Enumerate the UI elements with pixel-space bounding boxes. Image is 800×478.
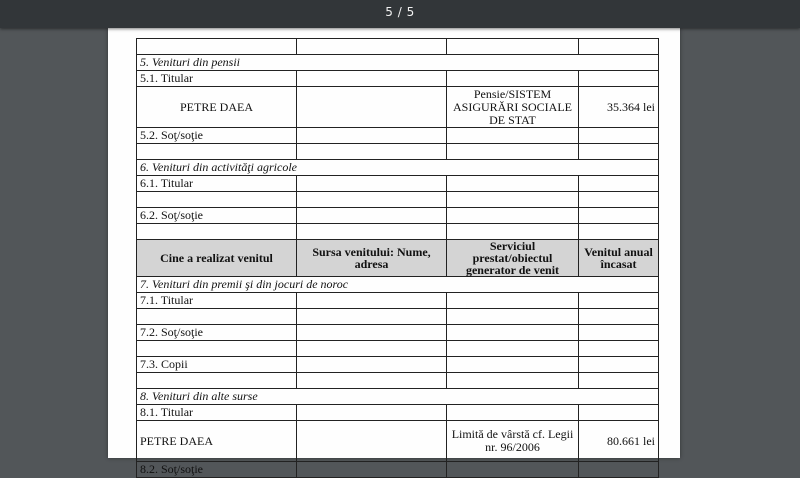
cell (297, 373, 447, 389)
cell (447, 309, 579, 325)
cell (297, 144, 447, 160)
table-row (137, 176, 659, 192)
cell (579, 144, 659, 160)
cell (447, 192, 579, 208)
cell (579, 373, 659, 389)
cell (447, 144, 579, 160)
income-source: Limită de vârstă cf. Legii nr. 96/2006 (447, 421, 579, 462)
cell (297, 341, 447, 357)
column-header: Venitul anual încasat (579, 240, 659, 277)
table-row (137, 325, 659, 341)
cell (447, 128, 579, 144)
cell (137, 309, 297, 325)
table-row (137, 144, 659, 160)
viewer-toolbar (0, 0, 800, 28)
table-row (137, 357, 659, 373)
page-counter: 5 / 5 (385, 5, 415, 19)
cell (447, 405, 579, 421)
table-row (137, 405, 659, 421)
cell (447, 39, 579, 55)
row-label: 5.1. Titular (137, 71, 297, 87)
cell (297, 421, 447, 462)
cell (137, 39, 297, 55)
cell (297, 208, 447, 224)
cell (579, 462, 659, 478)
section-title: 8. Venituri din alte surse (137, 389, 659, 405)
row-label: 6.2. Soţ/soţie (137, 208, 297, 224)
cell (579, 357, 659, 373)
cell (297, 87, 447, 128)
cell (579, 176, 659, 192)
income-holder: PETRE DAEA (137, 421, 297, 462)
row-label: 8.2. Soţ/soţie (137, 462, 297, 478)
income-amount: 35.364 lei (579, 87, 659, 128)
cell (579, 224, 659, 240)
cell (137, 341, 297, 357)
cell (137, 224, 297, 240)
cell (447, 71, 579, 87)
section-row (137, 277, 659, 293)
cell (297, 71, 447, 87)
cell (579, 128, 659, 144)
cell (137, 373, 297, 389)
cell (579, 192, 659, 208)
income-amount: 80.661 lei (579, 421, 659, 462)
table-row (137, 462, 659, 478)
cell (297, 128, 447, 144)
cell (579, 39, 659, 55)
cell (297, 293, 447, 309)
cell (297, 192, 447, 208)
table-row (137, 87, 659, 128)
row-label: 6.1. Titular (137, 176, 297, 192)
table-row (137, 39, 659, 55)
row-label: 7.1. Titular (137, 293, 297, 309)
cell (579, 208, 659, 224)
table-row (137, 71, 659, 87)
column-header: Sursa venitului: Nume, adresa (297, 240, 447, 277)
cell (297, 357, 447, 373)
row-label: 8.1. Titular (137, 405, 297, 421)
document-page (108, 28, 680, 476)
cell (297, 462, 447, 478)
table-row (137, 128, 659, 144)
cell (579, 405, 659, 421)
section-row (137, 160, 659, 176)
cell (447, 462, 579, 478)
cell (447, 341, 579, 357)
cell (297, 224, 447, 240)
income-holder: PETRE DAEA (137, 87, 297, 128)
table-row (137, 293, 659, 309)
cell (137, 144, 297, 160)
row-label: 7.3. Copii (137, 357, 297, 373)
cell (447, 325, 579, 341)
table-row (137, 208, 659, 224)
section-row (137, 55, 659, 71)
table-row (137, 373, 659, 389)
cell (447, 293, 579, 309)
row-label: 5.2. Soţ/soţie (137, 128, 297, 144)
cell (579, 309, 659, 325)
section-title: 7. Venituri din premii şi din jocuri de noroc (137, 277, 659, 293)
cell (447, 176, 579, 192)
cell (447, 373, 579, 389)
cell (297, 309, 447, 325)
column-header-row (137, 240, 659, 277)
cell (297, 405, 447, 421)
table-row (137, 192, 659, 208)
row-label: 7.2. Soţ/soţie (137, 325, 297, 341)
cell (447, 208, 579, 224)
cell (447, 224, 579, 240)
cell (579, 325, 659, 341)
cell (297, 176, 447, 192)
section-row (137, 389, 659, 405)
cell (579, 341, 659, 357)
cell (137, 192, 297, 208)
income-source: Pensie/SISTEM ASIGURĂRI SOCIALE DE STAT (447, 87, 579, 128)
section-title: 5. Venituri din pensii (137, 55, 659, 71)
table-row (137, 421, 659, 462)
cell (579, 71, 659, 87)
table-row (137, 224, 659, 240)
cell (297, 39, 447, 55)
column-header: Cine a realizat venitul (137, 240, 297, 277)
section-title: 6. Venituri din activităţi agricole (137, 160, 659, 176)
income-declaration-table (136, 38, 659, 478)
table-row (137, 341, 659, 357)
table-row (137, 309, 659, 325)
cell (579, 293, 659, 309)
cell (297, 325, 447, 341)
cell (447, 357, 579, 373)
column-header: Serviciul prestat/obiectul generator de venit (447, 240, 579, 277)
